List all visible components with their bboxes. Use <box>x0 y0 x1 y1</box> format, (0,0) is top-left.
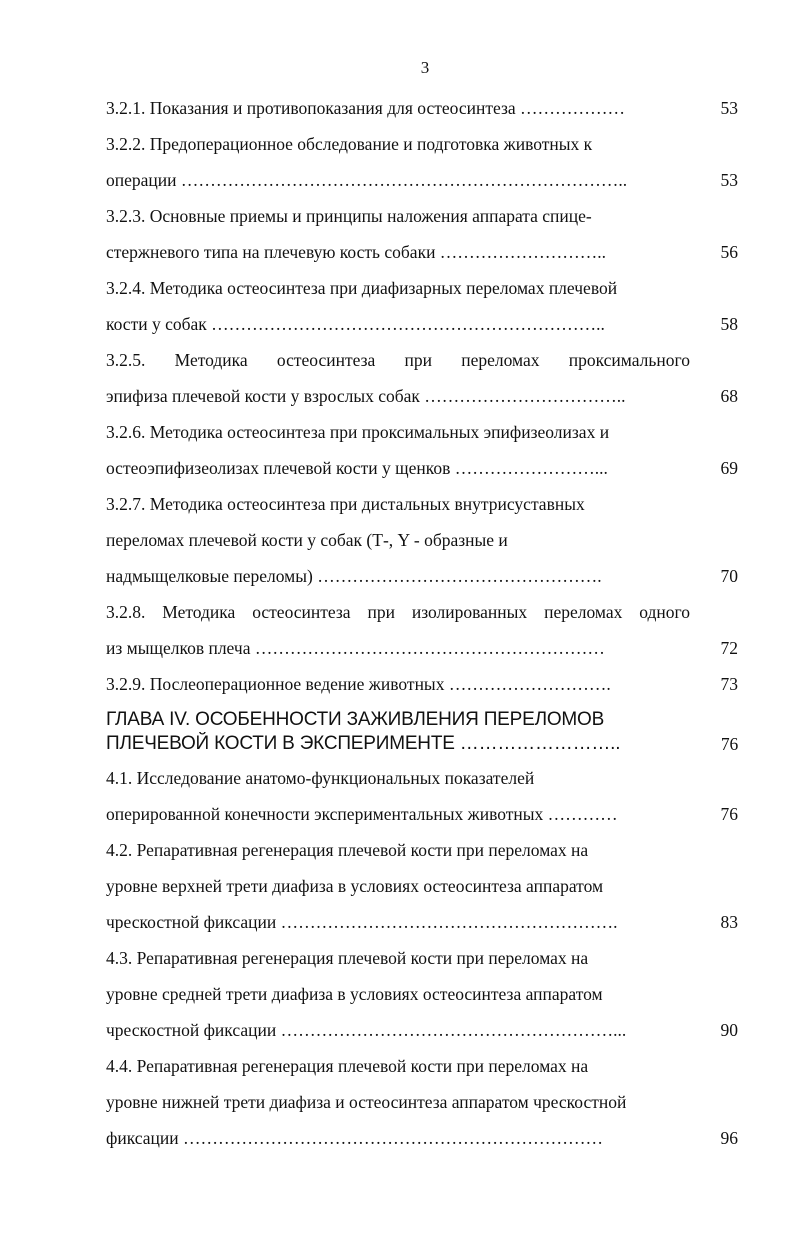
toc-entry-text: 3.2.1. Показания и противопоказания для остеосинтеза ……………… <box>106 98 626 118</box>
toc-page-ref: 58 <box>720 314 738 334</box>
toc-entry-text: 3.2.2. Предоперационное обследование и подготовка животных к <box>106 134 593 154</box>
toc-page-ref: 53 <box>720 98 738 118</box>
toc-entry-3-2-5[interactable] <box>106 342 738 414</box>
toc-entry-text: 3.2.8. Методика остеосинтеза при изолированных переломах одного <box>106 602 690 622</box>
toc-page-ref: 56 <box>720 242 738 262</box>
toc-entry-3-2-1[interactable] <box>106 90 738 126</box>
toc-entry-4-3[interactable] <box>106 940 738 1048</box>
toc-page-ref: 83 <box>720 912 738 932</box>
toc-entry-text: 3.2.4. Методика остеосинтеза при диафизарных переломах плечевой <box>106 278 618 298</box>
toc-entry-text: 3.2.9. Послеоперационное ведение животных ………………………. <box>106 674 611 694</box>
page-number: 3 <box>420 58 430 77</box>
toc-page-ref: 53 <box>720 170 738 190</box>
toc-entry-text: уровне верхней трети диафиза в условиях остеосинтеза аппаратом <box>106 876 604 896</box>
toc-entry-3-2-4[interactable] <box>106 270 738 342</box>
table-of-contents <box>106 90 738 1156</box>
toc-entry-4-2[interactable] <box>106 832 738 940</box>
toc-entry-text: 3.2.5. Методика остеосинтеза при переломах проксимального <box>106 350 690 370</box>
toc-entry-text: фиксации ……………………………………………………………… <box>106 1128 603 1148</box>
toc-entry-text: остеоэпифизеолизах плечевой кости у щенков ……………………... <box>106 458 608 478</box>
toc-entry-text: 4.4. Репаративная регенерация плечевой кости при переломах на <box>106 1056 589 1076</box>
toc-entry-text: 3.2.6. Методика остеосинтеза при проксимальных эпифизеолизах и <box>106 422 610 442</box>
toc-entry-3-2-9[interactable] <box>106 666 738 702</box>
toc-entry-4-1[interactable] <box>106 760 738 832</box>
toc-entry-text: 4.1. Исследование анатомо-функциональных показателей <box>106 768 535 788</box>
toc-entry-text: 3.2.3. Основные приемы и принципы наложения аппарата спице- <box>106 206 592 226</box>
toc-page-ref: 72 <box>720 638 738 658</box>
toc-page-ref: 69 <box>720 458 738 478</box>
toc-entry-text: уровне нижней трети диафиза и остеосинтеза аппаратом чрескостной <box>106 1092 627 1112</box>
toc-entry-text: из мыщелков плеча …………………………………………………… <box>106 638 605 658</box>
toc-chapter-title: ГЛАВА IV. ОСОБЕННОСТИ ЗАЖИВЛЕНИЯ ПЕРЕЛОМОВ <box>106 709 605 730</box>
toc-entry-text: чрескостной фиксации …………………………………………………... <box>106 1020 627 1040</box>
toc-page-ref: 73 <box>720 674 738 694</box>
toc-page-ref: 96 <box>720 1128 738 1148</box>
toc-chapter-title: ПЛЕЧЕВОЙ КОСТИ В ЭКСПЕРИМЕНТЕ …………………….. <box>106 733 621 754</box>
toc-page-ref: 68 <box>720 386 738 406</box>
toc-entry-text: надмыщелковые переломы) …………………………………………. <box>106 566 602 586</box>
toc-entry-text: оперированной конечности экспериментальных животных ………… <box>106 804 618 824</box>
toc-chapter-4[interactable] <box>106 708 738 756</box>
toc-entry-text: переломах плечевой кости у собак (Т-, Y - образные и <box>106 530 508 550</box>
toc-page-ref: 70 <box>720 566 738 586</box>
toc-entry-text: эпифиза плечевой кости у взрослых собак …………………………….. <box>106 386 626 406</box>
toc-entry-text: 3.2.7. Методика остеосинтеза при дистальных внутрисуставных <box>106 494 585 514</box>
toc-entry-text: операции ………………………………………………………………….. <box>106 170 628 190</box>
toc-entry-4-4[interactable] <box>106 1048 738 1156</box>
toc-page-ref: 76 <box>720 734 738 754</box>
toc-entry-3-2-2[interactable] <box>106 126 738 198</box>
toc-entry-text: стержневого типа на плечевую кость собаки ……………………….. <box>106 242 607 262</box>
toc-entry-3-2-8[interactable] <box>106 594 738 666</box>
toc-entry-3-2-3[interactable] <box>106 198 738 270</box>
toc-page-ref: 76 <box>720 804 738 824</box>
toc-entry-text: чрескостной фиксации …………………………………………………. <box>106 912 618 932</box>
toc-entry-text: кости у собак ………………………………………………………….. <box>106 314 605 334</box>
toc-entry-text: уровне средней трети диафиза в условиях остеосинтеза аппаратом <box>106 984 603 1004</box>
toc-entry-text: 4.3. Репаративная регенерация плечевой кости при переломах на <box>106 948 589 968</box>
toc-entry-3-2-7[interactable] <box>106 486 738 594</box>
toc-page-ref: 90 <box>720 1020 738 1040</box>
toc-entry-text: 4.2. Репаративная регенерация плечевой кости при переломах на <box>106 840 589 860</box>
toc-entry-3-2-6[interactable] <box>106 414 738 486</box>
